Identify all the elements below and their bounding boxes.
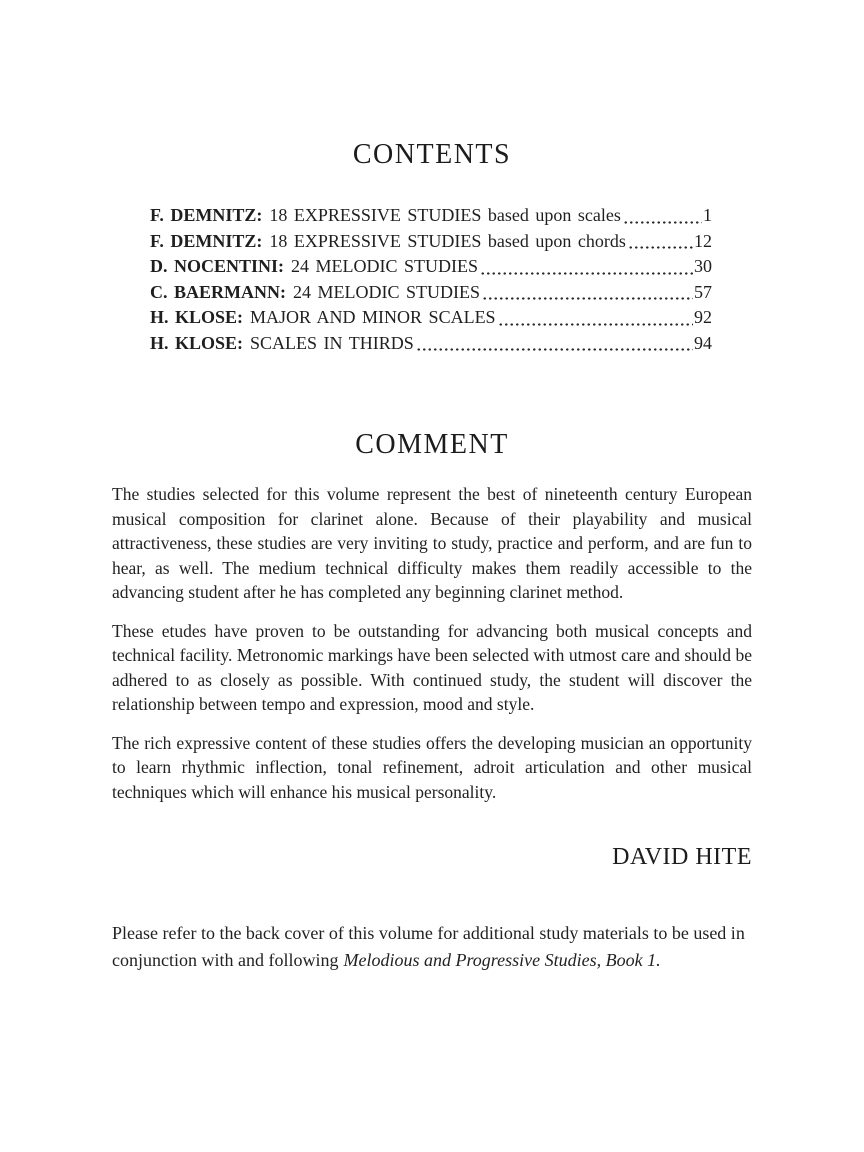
comment-paragraph: The studies selected for this volume represent the best of nineteenth century European musical composition for clarinet alone. Because of their playability and musical attractiveness, these studies are very inviting to study, practice and perform, and are fun to hear, as well. The medium technical difficulty makes them readily accessible to the advancing student after he has completed any beginning clarinet method. xyxy=(112,484,752,602)
toc-entry-page: 12 xyxy=(694,230,712,251)
author-signature: DAVID HITE xyxy=(612,844,752,870)
toc-entry-page: 94 xyxy=(694,332,712,353)
footer-note xyxy=(112,920,752,973)
toc-entry-title: 18 EXPRESSIVE STUDIES based upon chords xyxy=(269,230,626,251)
comment-title: COMMENT xyxy=(355,429,509,460)
toc-dot-leader xyxy=(623,219,702,226)
toc-entry-page: 92 xyxy=(694,307,712,327)
toc-entry-title: 24 MELODIC STUDIES xyxy=(293,281,480,302)
toc-dot-leader xyxy=(480,270,693,277)
toc-entry-author: C. BAERMANN: xyxy=(150,281,286,302)
toc-entry xyxy=(150,229,712,255)
toc-entry xyxy=(150,331,712,357)
toc-entry xyxy=(150,280,712,306)
toc-entry-author: H. KLOSE: xyxy=(150,307,244,327)
comment-paragraph: These etudes have proven to be outstanding for advancing both musical concepts and technical facility. Metronomic markings have been selected with utmost care and should be adhered to as closely as possible. With continued study, the student will discover the relationship between tempo and expression, mood and style. xyxy=(112,620,752,714)
comment-paragraph: The rich expressive content of these studies offers the developing musician an opportunity to learn rhythmic inflection, tonal refinement, adroit articulation and other musical techniques which will enhance his musical personality. xyxy=(112,732,752,802)
footer-note-text: Please refer to the back cover of this volume for additional study materials to be used in conjunction with and following xyxy=(112,923,745,970)
contents-title: CONTENTS xyxy=(352,139,512,170)
toc-dot-leader xyxy=(482,295,693,302)
toc-entry xyxy=(150,203,712,229)
toc-entry-title: MAJOR AND MINOR SCALES xyxy=(250,307,496,327)
toc-entry-page: 30 xyxy=(694,256,712,276)
toc-dot-leader xyxy=(498,321,693,328)
toc-entry-author: D. NOCENTINI: xyxy=(150,256,285,276)
toc-entry-page: 57 xyxy=(694,281,712,302)
toc-dot-leader xyxy=(628,244,693,251)
toc-dot-leader xyxy=(416,346,693,353)
toc-entry-title: SCALES IN THIRDS xyxy=(250,332,414,353)
toc-entry-author: F. DEMNITZ: xyxy=(150,205,263,225)
toc-entry-title: 24 MELODIC STUDIES xyxy=(291,256,479,276)
referenced-book-title: Melodious and Progressive Studies, Book 1. xyxy=(343,949,661,970)
table-of-contents xyxy=(150,203,712,356)
toc-entry-author: F. DEMNITZ: xyxy=(150,230,263,251)
toc-entry-page: 1 xyxy=(703,205,712,225)
toc-entry-title: 18 EXPRESSIVE STUDIES based upon scales xyxy=(269,205,621,225)
toc-entry-author: H. KLOSE: xyxy=(150,332,244,353)
toc-entry xyxy=(150,254,712,280)
toc-entry xyxy=(150,305,712,331)
